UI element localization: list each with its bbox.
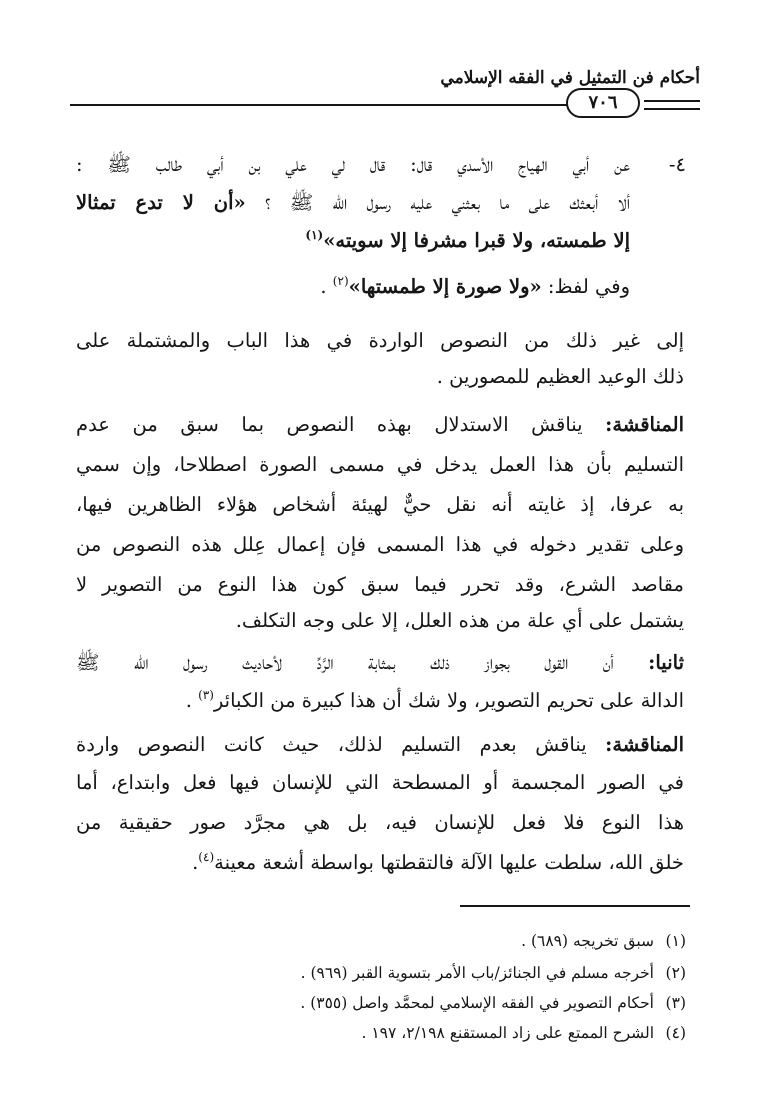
item-number: ٤- [668,153,686,176]
item4-line-2a: ألا أبعثك على ما بعثني عليه رسول الله ﷺ ؟ [245,191,631,214]
disc2-line-1-text: يناقش بعدم التسليم لذلك، حيث كانت النصوص واردة [76,733,606,756]
disc2-line-1 [76,730,684,760]
disc1-line-3: به عرفا، إذ غايته أنه نقل حيٌّ لهيئة أشخاص هؤلاء الظاهرين فيها، [76,493,684,516]
footnote-3 [300,990,686,1016]
second-line-2-text: الدالة على تحريم التصوير، ولا شك أن هذا كبيرة من الكبائر [213,689,684,712]
footnote-ref-3: (٣) [198,688,214,702]
page-number: ٧٠٦ [588,92,618,113]
item4-line-1: عن أبي الهياج الأسدي قال: قال لي علي بن أبي طالب ﷺ : [76,153,630,176]
variant-end: . [320,275,333,298]
variant-quote: «ولا صورة إلا طمستها» [348,275,542,298]
variant-label: وفي لفظ: [541,275,630,298]
footnote-num: (١) [665,932,686,950]
item4-line-2 [76,188,630,218]
disc1-line-1 [76,410,684,440]
disc1-line-5: مقاصد الشرع، وقد تحرر فيما سبق كون هذا النوع من التصوير لا [76,573,684,596]
footnote-ref-1: (١) [305,228,324,242]
footnote-ref-2: (٢) [332,274,349,288]
item4-line-4 [76,272,630,302]
running-title: أحكام فن التمثيل في الفقه الإسلامي [440,68,700,88]
disc1-line-2: التسليم بأن هذا العمل يدخل في مسمى الصورة اصطلاحا، وإن سمي [76,453,684,476]
para1-line-1: إلى غير ذلك من النصوص الواردة في هذا الباب والمشتملة على [76,329,684,352]
footnote-num: (٢) [665,964,686,982]
discussion-label: المناقشة: [605,413,684,436]
footnote-text: الشرح الممتع على زاد المستقنع ٢/١٩٨، ١٩٧ . [361,1024,654,1042]
footnote-text: سبق تخريجه (٦٨٩) . [521,932,654,950]
header-rule-left-bottom [644,108,700,110]
footnote-num: (٣) [665,994,686,1012]
second-label: ثانيا: [648,651,684,674]
second-line-1 [76,648,684,678]
disc1-line-1-text: يناقش الاستدلال بهذه النصوص بما سبق من عدم [76,413,606,436]
disc1-line-4: وعلى تقدير دخوله في هذا المسمى فإن إعمال عِلل هذه النصوص من [76,533,684,556]
footnote-num: (٤) [665,1024,686,1042]
second-line-2 [76,686,684,716]
page-number-badge [566,88,640,118]
second-line-1-text: أن القول بجواز ذلك بمثابة الرَّدِّ لأحاديث رسول الله ﷺ [76,651,649,674]
hadith-quote: «أن لا تدع تمثالا [76,191,246,214]
footnote-2 [301,960,686,986]
disc1-line-6: يشتمل على أي علة من هذه العلل، إلا على وجه التكلف. [235,609,684,632]
header-rule-left-top [644,100,700,102]
footnote-text: أحكام التصوير في الفقه الإسلامي لمحمَّد واصل (٣٥٥) . [300,994,654,1012]
para1-line-2: ذلك الوعيد العظيم للمصورين . [436,365,684,388]
footnote-4 [362,1020,687,1046]
discussion2-label: المناقشة: [605,733,684,756]
disc2-line-3: هذا النوع فلا فعل للإنسان فيه، بل هي مجرَّد صور حقيقية من [76,811,684,834]
disc2-line-4-text: خلق الله، سلطت عليها الآلة فالتقطتها بواسطة أشعة معينة [214,851,684,874]
footnote-text: أخرجه مسلم في الجنائز/باب الأمر بتسوية القبر (٩٦٩) . [300,964,654,982]
hadith-quote-end: إلا طمسته، ولا قبرا مشرفا إلا سويته» [323,229,630,252]
disc2-line-2: في الصور المجسمة أو المسطحة التي للإنسان فيها فعل وابتداع، أما [76,771,684,794]
footnote-rule [460,905,690,907]
header-rule [70,104,570,106]
disc2-line-4 [76,848,684,878]
second-line-2-end: . [185,689,199,712]
item4-line-3 [76,226,630,256]
footnote-1 [521,928,686,954]
disc2-line-4-end: . [192,851,199,874]
footnote-ref-4: (٤) [198,850,215,864]
